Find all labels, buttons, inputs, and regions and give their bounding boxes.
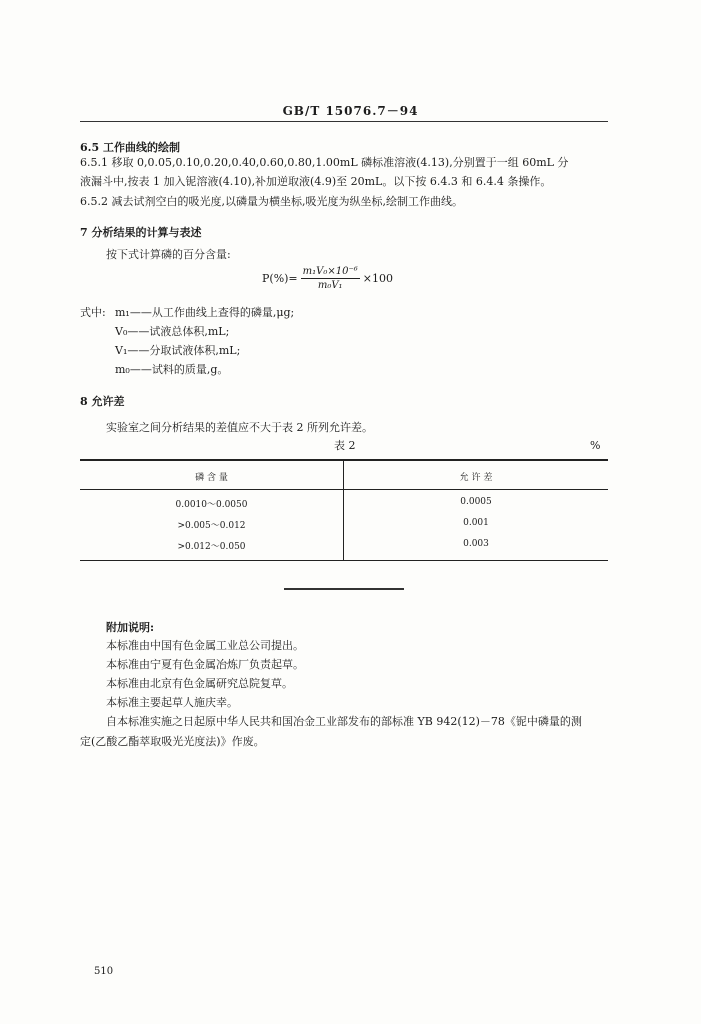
definition-v1: V₁——分取试液体积,mL; — [115, 344, 241, 357]
table-cell-content-row1: 0.0010～0.0050 — [175, 500, 248, 510]
note-line-4: 本标准主要起草人施庆幸。 — [106, 696, 238, 709]
formula-fraction — [301, 266, 360, 291]
section-8-intro: 实验室之间分析结果的差值应不大于表 2 所列允许差。 — [106, 421, 373, 434]
table-cell-content-row3: >0.012～0.050 — [177, 542, 246, 552]
table-cell-content-row2: >0.005～0.012 — [177, 521, 246, 531]
section-7-intro: 按下式计算磷的百分含量: — [106, 248, 231, 261]
paragraph-6-5-1-line1: 6.5.1 移取 0,0.05,0.10,0.20,0.40,0.60,0.80,1.00mL 磷标准溶液(4.13),分别置于一组 60mL 分 — [80, 156, 569, 169]
formula-lhs: P(%)= — [262, 272, 298, 285]
section-8-title: 8 允许差 — [80, 395, 125, 408]
definition-m1: m₁——从工作曲线上查得的磷量,μg; — [115, 306, 295, 319]
note-line-3: 本标准由北京有色金属研究总院复草。 — [106, 677, 293, 690]
definition-v0: V₀——试液总体积,mL; — [115, 325, 230, 338]
note-line-2: 本标准由宁夏有色金属冶炼厂负责起草。 — [106, 658, 304, 671]
table-cell-tolerance-row1: 0.0005 — [460, 497, 492, 507]
section-6-5-title: 6.5 工作曲线的绘制 — [80, 141, 180, 154]
table-caption: 表 2 — [334, 439, 356, 452]
table-header-phosphorus-content: 磷 含 量 — [195, 473, 228, 483]
formula-numerator: m₁V₀×10⁻⁶ — [302, 266, 358, 277]
paragraph-6-5-2: 6.5.2 减去试剂空白的吸光度,以磷量为横坐标,吸光度为纵坐标,绘制工作曲线。 — [80, 195, 463, 208]
table-bottom-rule — [80, 560, 608, 561]
formula-rhs: ×100 — [362, 272, 393, 285]
table-header-rule — [80, 489, 608, 490]
table-header-allowable-difference: 允 许 差 — [459, 473, 493, 483]
standard-code-header: GB/T 15076.7－94 — [282, 104, 419, 118]
phosphorus-formula — [262, 266, 393, 291]
table-unit: % — [590, 439, 601, 452]
table-cell-tolerance-row3: 0.003 — [463, 539, 489, 549]
header-rule — [80, 121, 608, 122]
formula-denominator: m₀V₁ — [317, 280, 343, 291]
table-top-rule — [80, 459, 608, 461]
note-line-1: 本标准由中国有色金属工业总公司提出。 — [106, 639, 304, 652]
notes-title: 附加说明: — [106, 621, 155, 634]
note-line-5: 自本标准实施之日起原中华人民共和国冶金工业部发布的部标准 YB 942(12)－78《铌中磷量的测 — [106, 715, 582, 728]
definition-m0: m₀——试料的质量,g。 — [115, 363, 229, 376]
table-cell-tolerance-row2: 0.001 — [463, 518, 489, 528]
paragraph-6-5-1-line2: 液漏斗中,按表 1 加入铌溶液(4.10),补加逆取液(4.9)至 20mL。以下按 6.4.3 和 6.4.4 条操作。 — [80, 175, 552, 188]
section-separator-rule — [284, 588, 404, 590]
section-7-title: 7 分析结果的计算与表述 — [80, 226, 202, 239]
note-line-6: 定(乙酸乙酯萃取吸光光度法)》作废。 — [80, 735, 265, 748]
page-number: 510 — [94, 966, 114, 977]
where-label: 式中: — [80, 306, 106, 319]
